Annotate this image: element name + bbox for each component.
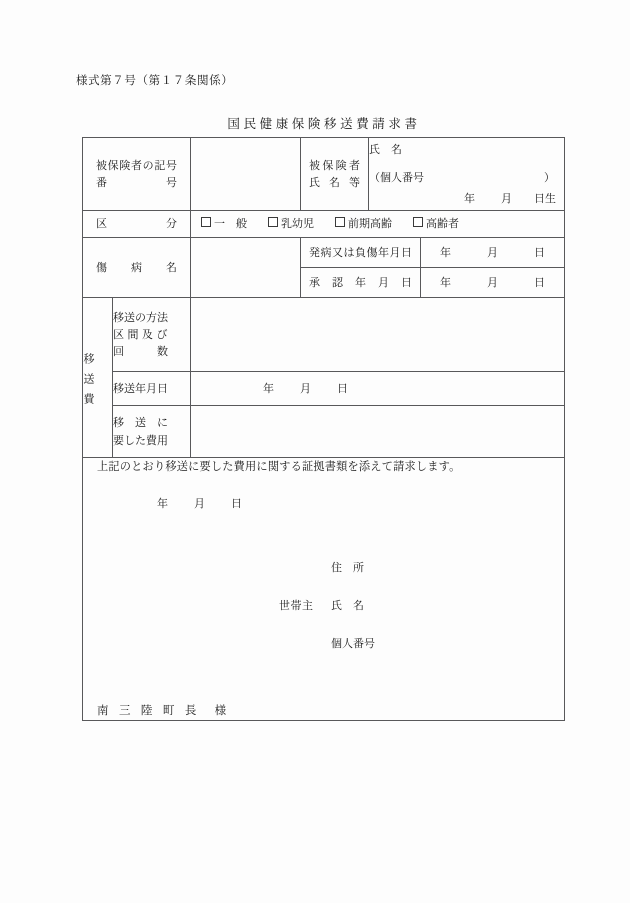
transport-cost-value[interactable] xyxy=(191,406,565,458)
householder-mynumber-label: 個人番号 xyxy=(331,636,375,650)
checkbox-icon[interactable] xyxy=(201,217,211,227)
approval-month-unit: 月 xyxy=(487,275,498,289)
transport-method-label-line2: 区 間 及 び xyxy=(113,327,168,341)
classification-label: 区 分 xyxy=(96,217,177,231)
onset-month-unit: 月 xyxy=(487,245,498,259)
signature-block xyxy=(83,562,564,649)
onset-date-label-cell xyxy=(301,238,421,268)
insured-number-value[interactable] xyxy=(191,138,301,211)
disease-name-label: 傷 病 名 xyxy=(96,260,177,274)
checkbox-option-infant[interactable] xyxy=(268,215,314,232)
transport-date-value-cell[interactable] xyxy=(191,372,565,406)
transport-cost-label-line2: 要した費用 xyxy=(113,433,168,447)
transport-day-unit: 日 xyxy=(337,381,348,395)
approval-date-label-cell xyxy=(301,268,421,298)
checkbox-option-early-elderly[interactable] xyxy=(335,215,392,232)
addressee-line: 南 三 陸 町 長 様 xyxy=(97,702,230,717)
address-label: 住 所 xyxy=(331,560,364,574)
transport-method-label-line1: 移送の方法 xyxy=(113,310,168,324)
onset-day-unit: 日 xyxy=(534,245,545,259)
insured-name-value-cell[interactable] xyxy=(369,138,565,211)
transport-cost-label-line1: 移 送 に xyxy=(113,416,168,430)
transport-expense-label: 移送費 xyxy=(82,352,95,413)
statement-year-unit: 年 xyxy=(157,496,168,510)
checkbox-label-general: 一 般 xyxy=(214,217,247,231)
statement-cell xyxy=(83,458,565,721)
onset-date-label: 発病又は負傷年月日 xyxy=(309,245,412,259)
checkbox-label-elderly: 高齢者 xyxy=(426,217,459,231)
householder-name-row[interactable] xyxy=(279,600,564,611)
checkbox-label-infant: 乳幼児 xyxy=(281,217,314,231)
transport-method-label-cell xyxy=(113,298,191,372)
birthdate-field[interactable] xyxy=(369,190,564,207)
table-row-insured xyxy=(83,138,565,211)
approval-day-unit: 日 xyxy=(534,275,545,289)
transport-year-unit: 年 xyxy=(263,381,274,395)
approval-year-unit: 年 xyxy=(440,275,451,289)
birth-month-unit: 月 xyxy=(501,191,512,205)
address-row[interactable] xyxy=(279,562,564,573)
mynumber-field[interactable] xyxy=(369,169,564,186)
checkbox-label-early-elderly: 前期高齢 xyxy=(348,217,392,231)
transport-method-value[interactable] xyxy=(191,298,565,372)
onset-year-unit: 年 xyxy=(440,245,451,259)
table-row-transport-cost xyxy=(83,406,565,458)
householder-name-label: 氏 名 xyxy=(331,598,364,612)
approval-date-value-cell[interactable] xyxy=(421,268,565,298)
insured-number-label: 被保険者の記号番号 xyxy=(96,158,177,189)
transport-date-label-cell xyxy=(113,372,191,406)
document-title: 国民健康保険移送費請求書 xyxy=(227,116,421,131)
checkbox-icon[interactable] xyxy=(268,217,278,227)
classification-label-cell xyxy=(83,211,191,238)
mynumber-close-paren: ） xyxy=(544,171,555,185)
disease-name-label-cell xyxy=(83,238,191,298)
transport-month-unit: 月 xyxy=(300,381,311,395)
checkbox-icon[interactable] xyxy=(335,217,345,227)
statement-day-unit: 日 xyxy=(231,496,242,510)
disease-name-value[interactable] xyxy=(191,238,301,298)
checkbox-option-elderly[interactable] xyxy=(413,215,459,232)
transport-method-label-line3: 回 数 xyxy=(113,345,168,359)
table-row-transport-date xyxy=(83,372,565,406)
householder-prefix: 世帯主 xyxy=(279,598,314,612)
transport-cost-label-cell xyxy=(113,406,191,458)
statement-text: 上記のとおり移送に要した費用に関する証拠書類を添えて請求します。 xyxy=(97,460,461,474)
mynumber-open-paren: （個人番号 xyxy=(369,171,424,185)
birth-day-unit: 日生 xyxy=(534,191,556,205)
statement-month-unit: 月 xyxy=(194,496,205,510)
statement-date-field[interactable] xyxy=(83,495,564,512)
insured-number-label-cell xyxy=(83,138,191,211)
classification-options-cell xyxy=(191,211,565,238)
table-row-onset-date xyxy=(83,238,565,268)
approval-date-label: 承 認 年 月 日 xyxy=(309,275,412,289)
claim-form-table xyxy=(82,137,565,721)
checkbox-option-general[interactable] xyxy=(201,215,247,232)
transport-expense-label-cell xyxy=(83,298,113,458)
table-row-statement xyxy=(83,458,565,721)
form-number: 様式第７号（第１７条関係） xyxy=(76,73,234,87)
onset-date-value-cell[interactable] xyxy=(421,238,565,268)
birth-year-unit: 年 xyxy=(464,191,475,205)
insured-name-label-cell xyxy=(301,138,369,211)
transport-date-label: 移送年月日 xyxy=(113,381,168,395)
table-row-transport-method xyxy=(83,298,565,372)
checkbox-icon[interactable] xyxy=(413,217,423,227)
householder-mynumber-row[interactable] xyxy=(279,638,564,649)
insured-name-label: 被保険者氏名等 xyxy=(309,158,360,189)
table-row-classification xyxy=(83,211,565,238)
name-field-label: 氏 名 xyxy=(369,143,402,157)
